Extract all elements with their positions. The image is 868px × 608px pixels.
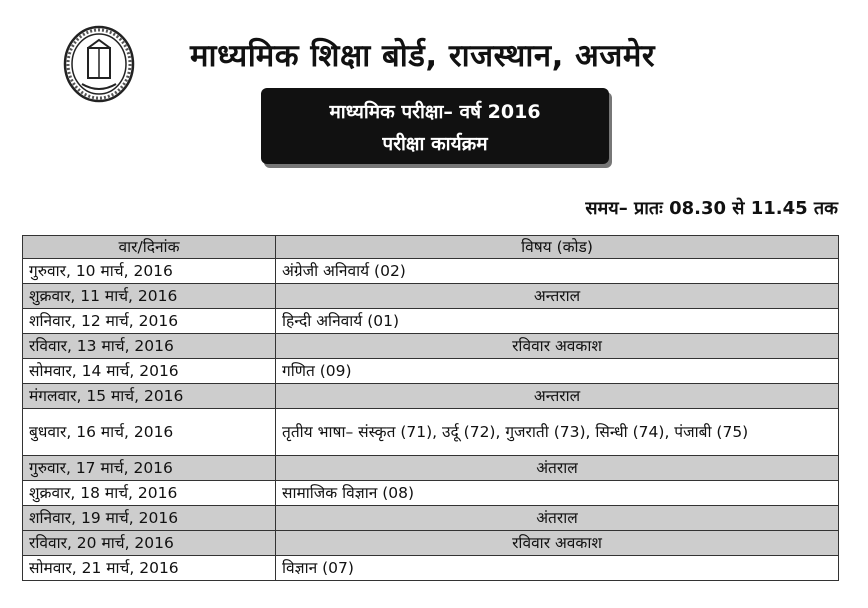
row-subject: अन्तराल [276,284,839,309]
schedule-title: परीक्षा कार्यक्रम [382,133,488,155]
row-subject: तृतीय भाषा– संस्कृत (71), उर्दू (72), गुजराती (73), सिन्धी (74), पंजाबी (75) [276,409,839,456]
row-date: सोमवार, 14 मार्च, 2016 [23,359,276,384]
row-date: शनिवार, 19 मार्च, 2016 [23,506,276,531]
board-seal-logo [62,24,136,104]
row-date: शुक्रवार, 11 मार्च, 2016 [23,284,276,309]
table-row [23,334,839,359]
row-subject: अंतराल [276,506,839,531]
table-row [23,556,839,581]
exam-title: माध्यमिक परीक्षा– वर्ष 2016 [329,101,541,123]
table-row [23,359,839,384]
table-row [23,284,839,309]
row-subject: हिन्दी अनिवार्य (01) [276,309,839,334]
exam-title-box [261,88,609,164]
table-header-row [23,236,839,259]
row-date: रविवार, 13 मार्च, 2016 [23,334,276,359]
table-row [23,456,839,481]
exam-timing: समय– प्रातः 08.30 से 11.45 तक [585,198,838,219]
row-subject: अंतराल [276,456,839,481]
row-date: शनिवार, 12 मार्च, 2016 [23,309,276,334]
row-date: मंगलवार, 15 मार्च, 2016 [23,384,276,409]
table-row [23,309,839,334]
table-row [23,481,839,506]
row-date: गुरुवार, 10 मार्च, 2016 [23,259,276,284]
row-date: शुक्रवार, 18 मार्च, 2016 [23,481,276,506]
row-date: बुधवार, 16 मार्च, 2016 [23,409,276,456]
table-row [23,409,839,456]
header-day-date: वार/दिनांक [23,236,276,259]
table-row [23,259,839,284]
row-subject: विज्ञान (07) [276,556,839,581]
table-row [23,531,839,556]
row-subject: रविवार अवकाश [276,531,839,556]
row-subject: रविवार अवकाश [276,334,839,359]
table-row [23,506,839,531]
row-date: गुरुवार, 17 मार्च, 2016 [23,456,276,481]
row-date: सोमवार, 21 मार्च, 2016 [23,556,276,581]
exam-schedule-table [22,235,839,581]
header-subject: विषय (कोड) [276,236,839,259]
row-subject: अंग्रेजी अनिवार्य (02) [276,259,839,284]
row-date: रविवार, 20 मार्च, 2016 [23,531,276,556]
row-subject: गणित (09) [276,359,839,384]
table-row [23,384,839,409]
row-subject: सामाजिक विज्ञान (08) [276,481,839,506]
board-name: माध्यमिक शिक्षा बोर्ड, राजस्थान, अजमेर [190,38,656,74]
row-subject: अन्तराल [276,384,839,409]
